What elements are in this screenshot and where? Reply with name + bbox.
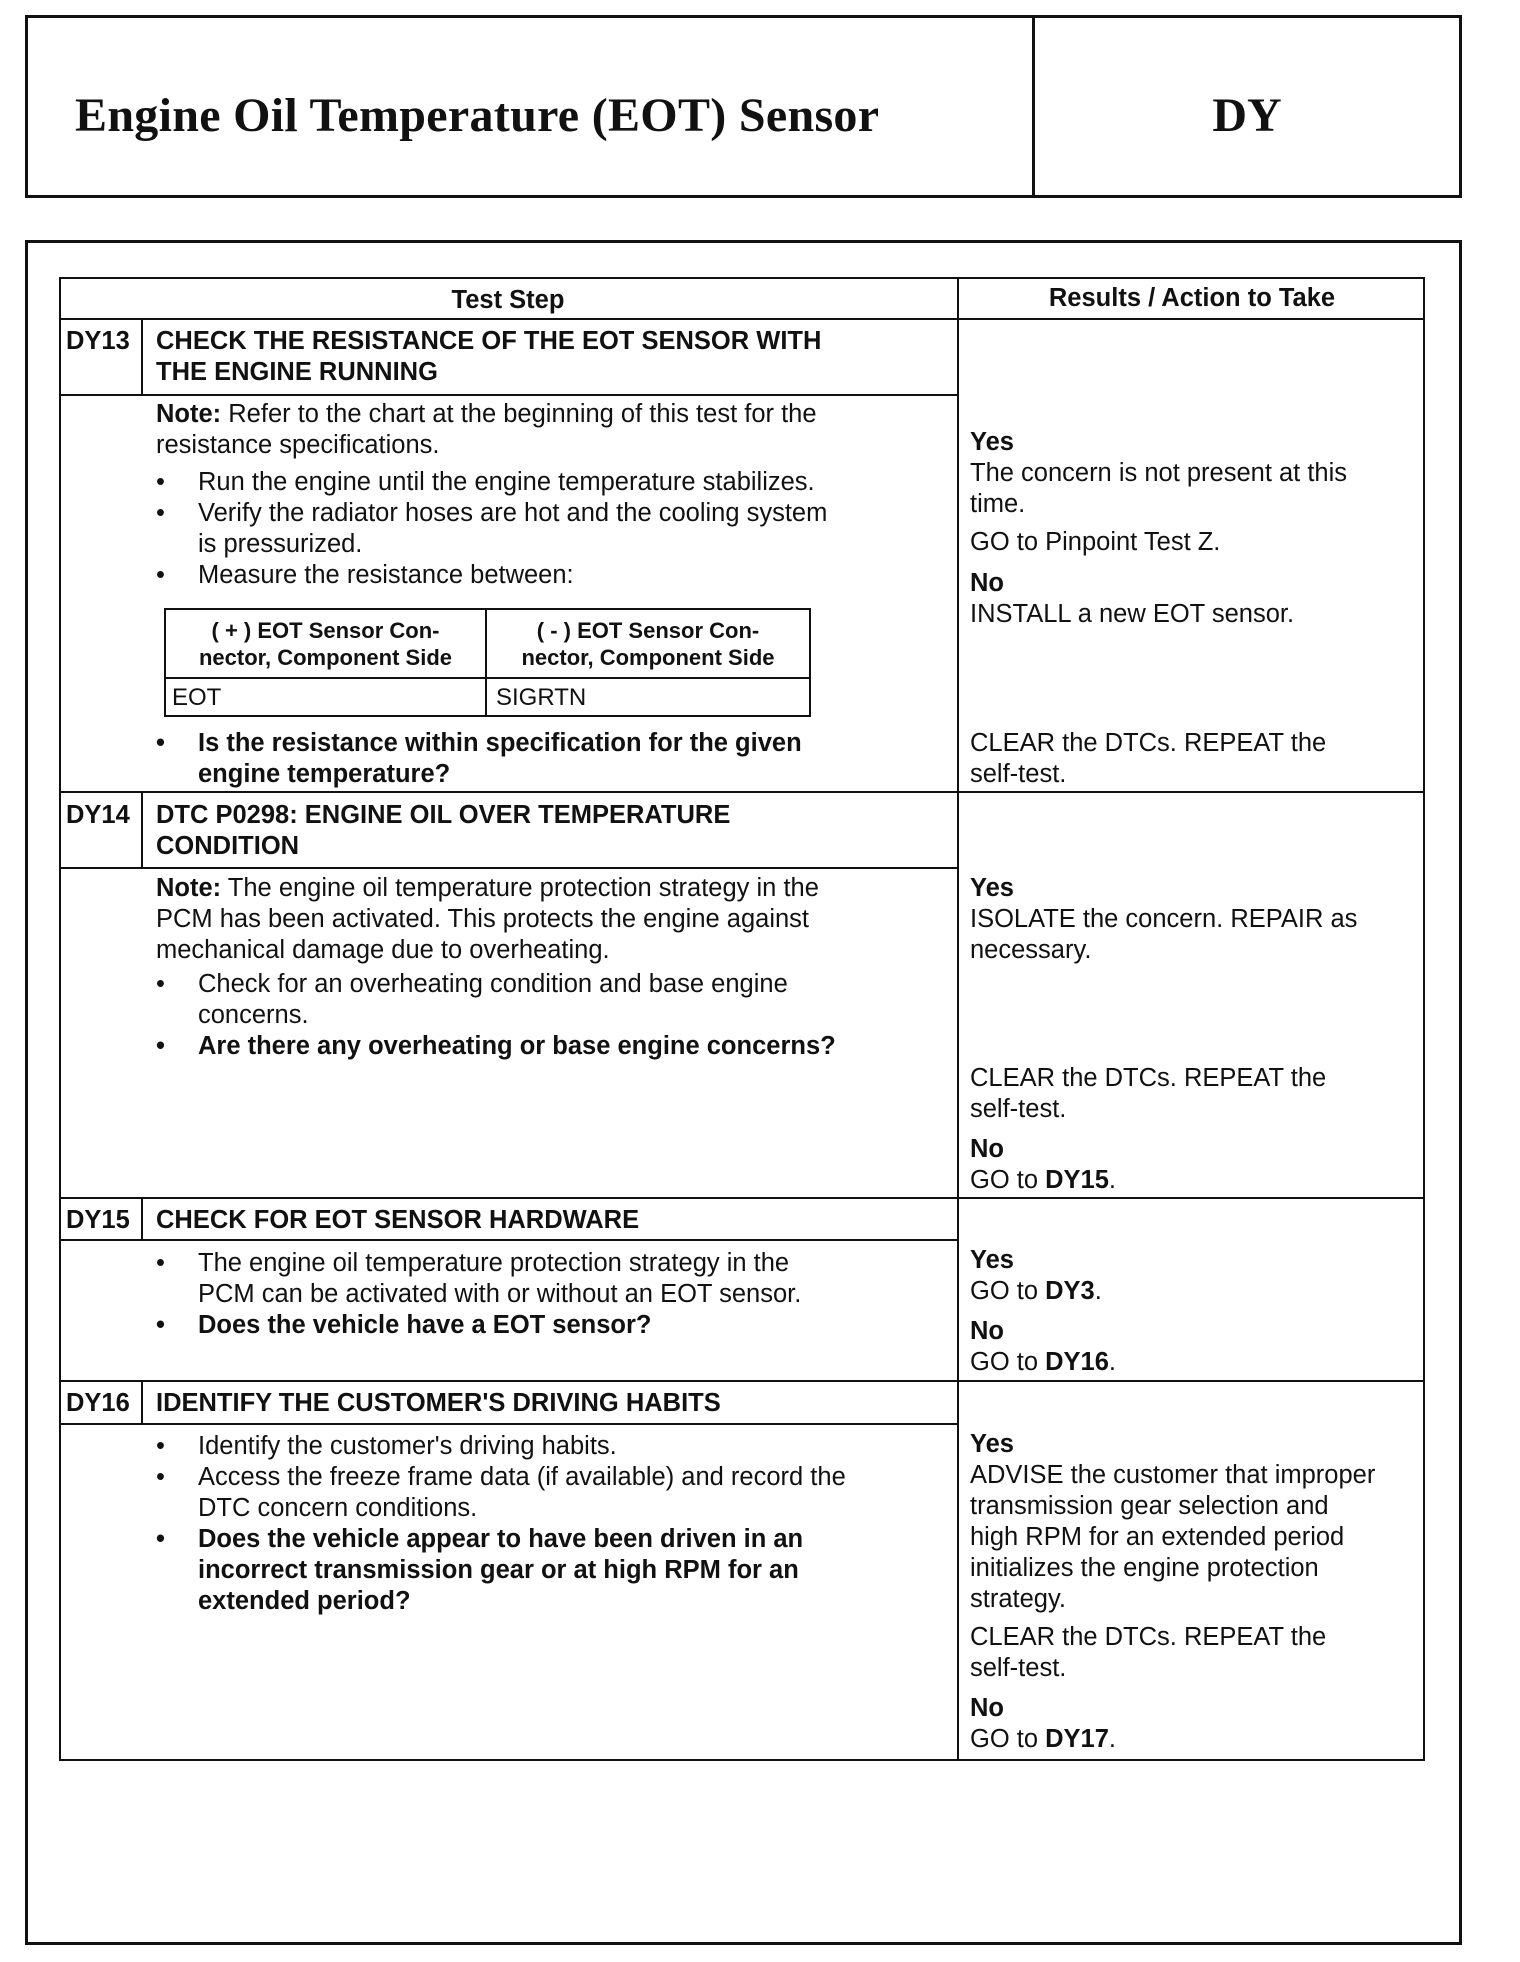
step-id-dy15: DY15 bbox=[66, 1206, 130, 1234]
result-yes-text: CLEAR the DTCs. REPEAT the bbox=[970, 1623, 1327, 1651]
note-text: The engine oil temperature protection strategy in the bbox=[221, 874, 819, 902]
step-note bbox=[156, 873, 819, 904]
step-question: incorrect transmission gear or at high RPM for an bbox=[198, 1556, 799, 1584]
step-id-dy16: DY16 bbox=[66, 1389, 130, 1417]
step-id-divider bbox=[141, 1197, 143, 1241]
bullet-icon: • bbox=[156, 1032, 165, 1060]
result-yes-label: Yes bbox=[970, 428, 1014, 456]
step-title: THE ENGINE RUNNING bbox=[156, 358, 438, 386]
goto-prefix: GO to bbox=[970, 1725, 1046, 1753]
inner-cell-positive: EOT bbox=[172, 684, 222, 711]
note-text: PCM has been activated. This protects the engine against bbox=[156, 905, 810, 933]
result-no-label: No bbox=[970, 1135, 1004, 1163]
header-row-divider bbox=[59, 318, 1425, 320]
result-yes-text: time. bbox=[970, 490, 1026, 518]
note-text: mechanical damage due to overheating. bbox=[156, 936, 610, 964]
result-yes-text: necessary. bbox=[970, 936, 1092, 964]
row-separator bbox=[59, 1197, 1425, 1199]
note-label: Note: bbox=[156, 400, 222, 428]
goto-target-link[interactable]: DY3 bbox=[1045, 1277, 1095, 1305]
goto-target-link[interactable]: DY15 bbox=[1045, 1166, 1109, 1194]
note-label: Note: bbox=[156, 874, 222, 902]
step-instruction: concerns. bbox=[198, 1001, 309, 1029]
result-no-text: CLEAR the DTCs. REPEAT the bbox=[970, 729, 1327, 757]
result-yes-action: GO to Pinpoint Test Z. bbox=[970, 528, 1221, 556]
step-instruction: The engine oil temperature protection strategy in the bbox=[198, 1249, 790, 1277]
result-yes-label: Yes bbox=[970, 874, 1014, 902]
inner-cell-negative: SIGRTN bbox=[496, 684, 587, 711]
goto-suffix: . bbox=[1108, 1725, 1116, 1753]
step-instruction: is pressurized. bbox=[198, 530, 363, 558]
step-title: CHECK THE RESISTANCE OF THE EOT SENSOR WITH bbox=[156, 327, 822, 355]
inner-table-row-divider bbox=[164, 677, 811, 679]
goto-suffix: . bbox=[1094, 1277, 1102, 1305]
step-instruction: Verify the radiator hoses are hot and the cooling system bbox=[198, 499, 828, 527]
result-yes-text: initializes the engine protection bbox=[970, 1554, 1319, 1582]
step-question: extended period? bbox=[198, 1587, 411, 1615]
bullet-icon: • bbox=[156, 561, 165, 589]
step-title: DTC P0298: ENGINE OIL OVER TEMPERATURE bbox=[156, 801, 731, 829]
step-id-dy14: DY14 bbox=[66, 801, 130, 829]
step-instruction: PCM can be activated with or without an EOT sensor. bbox=[198, 1280, 802, 1308]
result-no-label: No bbox=[970, 1317, 1004, 1345]
step-instruction: Check for an overheating condition and base engine bbox=[198, 970, 788, 998]
result-no-text: INSTALL a new EOT sensor. bbox=[970, 600, 1295, 628]
result-yes-text: The concern is not present at this bbox=[970, 459, 1348, 487]
result-no-label: No bbox=[970, 1694, 1004, 1722]
step-id-divider bbox=[141, 318, 143, 396]
step-instruction: DTC concern conditions. bbox=[198, 1494, 478, 1522]
note-text: Refer to the chart at the beginning of this test for the bbox=[221, 400, 817, 428]
row-separator bbox=[59, 1380, 1425, 1382]
col-header-test-step: Test Step bbox=[451, 286, 565, 314]
step-question: Does the vehicle have a EOT sensor? bbox=[198, 1311, 652, 1339]
step-title: CHECK FOR EOT SENSOR HARDWARE bbox=[156, 1206, 640, 1234]
step-title: CONDITION bbox=[156, 832, 300, 860]
result-yes-action bbox=[970, 1276, 1102, 1307]
inner-header-positive: nector, Component Side bbox=[198, 645, 453, 670]
bullet-icon: • bbox=[156, 499, 165, 527]
row-separator bbox=[59, 791, 1425, 793]
note-text: resistance specifications. bbox=[156, 431, 440, 459]
step-title-divider bbox=[59, 1239, 958, 1241]
result-yes-text: high RPM for an extended period bbox=[970, 1523, 1345, 1551]
goto-prefix: GO to bbox=[970, 1348, 1046, 1376]
step-title: IDENTIFY THE CUSTOMER'S DRIVING HABITS bbox=[156, 1389, 721, 1417]
result-yes-text: CLEAR the DTCs. REPEAT the bbox=[970, 1064, 1327, 1092]
step-instruction: Run the engine until the engine temperature stabilizes. bbox=[198, 468, 815, 496]
bullet-icon: • bbox=[156, 1463, 165, 1491]
page-title: Engine Oil Temperature (EOT) Sensor bbox=[75, 89, 880, 142]
bullet-icon: • bbox=[156, 1249, 165, 1277]
bullet-icon: • bbox=[156, 729, 165, 757]
result-no-action bbox=[970, 1724, 1116, 1755]
goto-suffix: . bbox=[1108, 1166, 1116, 1194]
goto-target-link[interactable]: DY17 bbox=[1045, 1725, 1109, 1753]
bullet-icon: • bbox=[156, 468, 165, 496]
result-no-text: self-test. bbox=[970, 760, 1067, 788]
result-yes-text: self-test. bbox=[970, 1095, 1067, 1123]
result-no-action bbox=[970, 1347, 1116, 1378]
step-id-divider bbox=[141, 791, 143, 869]
step-instruction: Identify the customer's driving habits. bbox=[198, 1432, 617, 1460]
step-title-divider bbox=[59, 1423, 958, 1425]
result-yes-text: self-test. bbox=[970, 1654, 1067, 1682]
step-instruction: Access the freeze frame data (if available) and record the bbox=[198, 1463, 846, 1491]
page-header bbox=[25, 15, 1462, 198]
result-no-action bbox=[970, 1165, 1116, 1196]
bullet-icon: • bbox=[156, 1432, 165, 1460]
step-instruction: Measure the resistance between: bbox=[198, 561, 574, 589]
result-yes-label: Yes bbox=[970, 1430, 1014, 1458]
section-code: DY bbox=[1212, 89, 1282, 142]
goto-prefix: GO to bbox=[970, 1166, 1046, 1194]
bullet-icon: • bbox=[156, 1311, 165, 1339]
step-id-dy13: DY13 bbox=[66, 327, 130, 355]
step-title-divider bbox=[59, 867, 958, 869]
step-question: engine temperature? bbox=[198, 760, 451, 788]
result-yes-text: transmission gear selection and bbox=[970, 1492, 1329, 1520]
step-note bbox=[156, 399, 817, 430]
inner-header-negative: ( - ) EOT Sensor Con- bbox=[536, 618, 760, 643]
step-question: Does the vehicle appear to have been driven in an bbox=[198, 1525, 804, 1553]
step-question: Are there any overheating or base engine concerns? bbox=[198, 1032, 836, 1060]
bullet-icon: • bbox=[156, 1525, 165, 1553]
column-divider bbox=[957, 277, 959, 1761]
result-yes-text: ADVISE the customer that improper bbox=[970, 1461, 1376, 1489]
goto-suffix: . bbox=[1108, 1348, 1116, 1376]
step-id-divider bbox=[141, 1380, 143, 1425]
inner-header-negative: nector, Component Side bbox=[521, 645, 775, 670]
result-no-label: No bbox=[970, 569, 1004, 597]
bullet-icon: • bbox=[156, 970, 165, 998]
step-title-divider bbox=[59, 394, 958, 396]
result-yes-label: Yes bbox=[970, 1246, 1014, 1274]
goto-prefix: GO to bbox=[970, 1277, 1046, 1305]
step-question: Is the resistance within specification for the given bbox=[198, 729, 802, 757]
goto-target-link[interactable]: DY16 bbox=[1045, 1348, 1109, 1376]
result-yes-text: strategy. bbox=[970, 1585, 1066, 1613]
col-header-results: Results / Action to Take bbox=[1048, 284, 1336, 312]
inner-header-positive: ( + ) EOT Sensor Con- bbox=[211, 618, 440, 643]
result-yes-text: ISOLATE the concern. REPAIR as bbox=[970, 905, 1358, 933]
